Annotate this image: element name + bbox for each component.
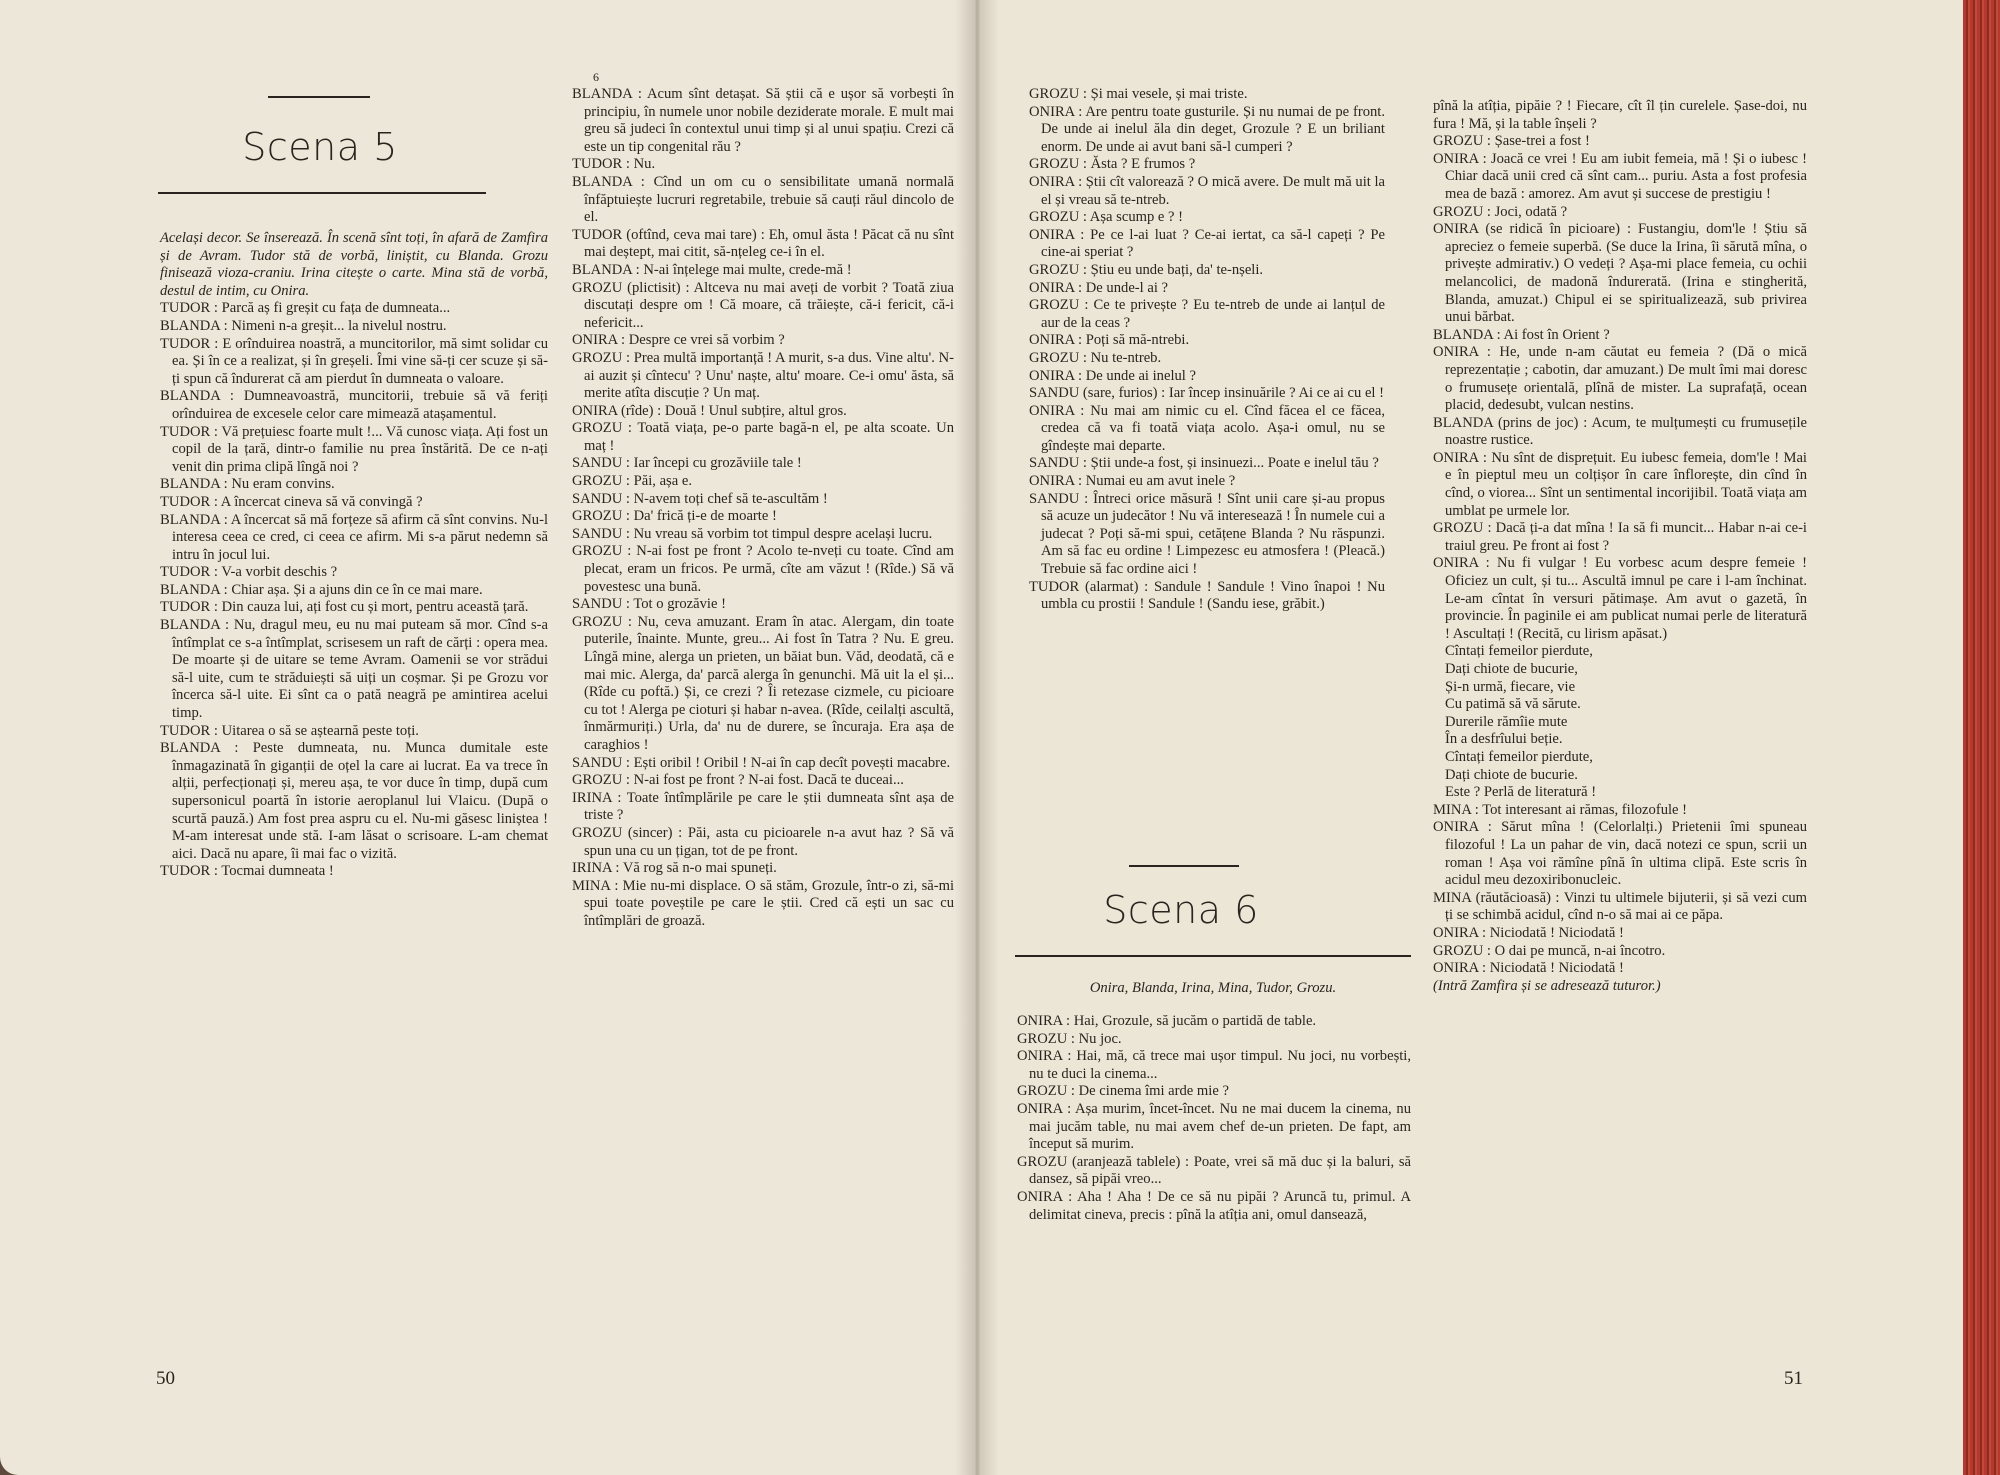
verse-line: În a desfrîului beție. — [1445, 731, 1563, 748]
dialogue-line: ONIRA : Numai eu am avut inele ? — [1029, 473, 1236, 490]
dialogue-line: GROZU : Da' frică ți-e de moarte ! — [572, 508, 777, 525]
scene-5-bottom-rule — [158, 192, 486, 194]
dialogue-line: SANDU : Întreci orice măsură ! Sînt unii care și-au propus să acuze un judecător ! Nu vă interesează ! În numele cui a judecat ? Poți să-mi spui, cetățene Blanda ? Nu răspunzi. Am să fac eu ordine ! Limpezesc eu atmosfera ! (Pleacă.) Trebuie să fac ordine aici ! — [1029, 490, 1385, 578]
dialogue-line: BLANDA : Ai fost în Orient ? — [1433, 326, 1610, 343]
dialogue-line: BLANDA : Nu, dragul meu, eu nu mai puteam să mor. Cînd s-a întîmplat ce s-a întîmplat, scrisesem un raft de cărți : opera mea. De moarte și de uitare se teme Avram. Oamenii se vor strădui să-l uite, cum te străduiești să uiți un coșmar. Și pe Grozu vor încerca să-l uite. Ei sînt ca o pată neagră pe amintirea acelui timp. — [160, 617, 548, 722]
dialogue-line: ONIRA : Niciodată ! Niciodată ! — [1433, 960, 1624, 977]
right-column-1-bottom — [1017, 1013, 1411, 1224]
dialogue-line: SANDU : N-avem toți chef să te-ascultăm ! — [572, 490, 828, 507]
dialogue-line: BLANDA : Peste dumneata, nu. Munca dumitale este înmagazinată în giganții de oțel la care ai lucrat. Ea va trece în alții, perfecționați și, mereu așa, te vor duce în timp, după cum supersonicul poartă în istorie aeroplanul lui Vlaicu. (După o scurtă pauză.) Am fost prea aspru cu el. Nu-mi găsesc liniștea ! M-am interesat unde stă. I-am lăsat o scrisoare. L-am chemat aici. Dacă nu apare, îi mai fac o vizită. — [160, 740, 548, 862]
dialogue-line: pînă la atîția, pipăie ? ! Fiecare, cît îl țin curelele. Șase-doi, nu fura ! Mă, și la table înșeli ? — [1433, 98, 1807, 132]
verse-line: Cîntați femeilor pierdute, — [1445, 643, 1593, 660]
dialogue-line: GROZU : Dacă ți-a dat mîna ! Ia să fi muncit... Habar n-ai ce-i traiul greu. Pe front ai fost ? — [1433, 520, 1807, 554]
dialogue-line: ONIRA : Hai, mă, că trece mai ușor timpul. Nu joci, nu vorbești, nu te duci la cinema... — [1017, 1048, 1411, 1082]
dialogue-line: BLANDA : Nimeni n-a greșit... la nivelul nostru. — [160, 317, 447, 334]
book-edge — [1963, 0, 2000, 1475]
dialogue-line: SANDU : Nu vreau să vorbim tot timpul despre același lucru. — [572, 525, 933, 542]
dialogue-line: MINA (răutăcioasă) : Vinzi tu ultimele bijuterii, și să vezi cum ți se schimbă acidul, cînd n-o să mai ai ce păpa. — [1433, 889, 1807, 924]
dialogue-line: ONIRA : Joacă ce vrei ! Eu am iubit femeia, mă ! Și o iubesc ! Chiar dacă unii cred că sînt cam... puriu. Asta a fost profesia mea de bază : amorez. Am avut și succese de prestigiu ! — [1433, 150, 1807, 202]
verse-line: Cîntați femeilor pierdute, — [1445, 748, 1593, 765]
dialogue-line: BLANDA : Dumneavoastră, muncitorii, trebuie să vă feriți orînduirea de excesele celor care mimează atașamentul. — [160, 388, 548, 422]
scene-5-title: Scena 5 — [242, 125, 398, 169]
right-column-2 — [1433, 98, 1807, 995]
dialogue-line: TUDOR : V-a vorbit deschis ? — [160, 564, 338, 581]
dialogue-line: ONIRA : He, unde n-am căutat eu femeia ? (Dă o mică reprezentație ; cabotin, dar amuzant.) De mult îmi mai doresc o frumusețe orientală, plînă de mister. La suprafață, ocean placid, dedesubt, vulcan nestins. — [1433, 344, 1807, 414]
dialogue-line: GROZU : De cinema îmi arde mie ? — [1017, 1083, 1229, 1100]
dialogue-line: BLANDA : Nu eram convins. — [160, 476, 335, 493]
dialogue-line: ONIRA : Poți să mă-ntrebi. — [1029, 332, 1190, 349]
dialogue-line: BLANDA : Acum sînt detașat. Să știi că e ușor să vorbești în principiu, în numele unor nobile deziderate morale. E mult mai greu să judeci în contextul unui timp și al unui spațiu. Crezi că este un tip congenital rău ? — [572, 86, 954, 155]
dialogue-line: GROZU : Toată viața, pe-o parte bagă-n el, pe alta scoate. Un maț ! — [572, 420, 954, 454]
dialogue-line: GROZU (plictisit) : Altceva nu mai aveți de vorbit ? Toată ziua discutați despre om ! Că moare, că trăiește, că-i fericit, că-i nefericit... — [572, 279, 954, 331]
dialogue-line: BLANDA : N-ai înțelege mai multe, crede-mă ! — [572, 261, 852, 278]
dialogue-line: GROZU (aranjează tablele) : Poate, vrei să mă duc și la baluri, să dansez, să pipăi vreo... — [1017, 1153, 1411, 1188]
dialogue-line: SANDU : Iar începi cu grozăviile tale ! — [572, 455, 802, 472]
dialogue-line: GROZU : N-ai fost pe front ? Acolo te-nveți cu toate. Cînd am plecat, eram un fricos. Pe urmă, cîte am văzut ! (Rîde.) Să vă povestesc una bună. — [572, 543, 954, 595]
dialogue-line: TUDOR : Vă prețuiesc foarte mult !... Vă cunosc viața. Ați fost un copil de la țară, dintr-o familie nu prea înstărită. De ce n-ați venit din prima clipă lîngă noi ? — [160, 423, 548, 475]
page-number-right: 51 — [1784, 1368, 1803, 1389]
dialogue-line: MINA : Mie nu-mi displace. O să stăm, Grozule, într-o zi, să-mi spui toate poveștile pe care le știi. Cred că ești un sac cu întîmplări de groază. — [572, 877, 954, 929]
dialogue-line: ONIRA : Despre ce vrei să vorbim ? — [572, 332, 785, 349]
dialogue-line: ONIRA : Pe ce l-ai luat ? Ce-ai iertat, ca să-l capeți ? Pe cine-ai speriat ? — [1029, 226, 1385, 261]
dialogue-line: SANDU (sare, furios) : Iar încep insinuările ? Ai ce ai cu el ! — [1029, 385, 1384, 402]
verse-line: Dați chiote de bucurie, — [1445, 661, 1578, 677]
dialogue-line: GROZU : Ce te privește ? Eu te-ntreb de unde ai lanțul de aur de la ceas ? — [1029, 297, 1385, 331]
dialogue-line: ONIRA : Așa murim, încet-încet. Nu ne mai ducem la cinema, nu mai jucăm table, nu mai avem chef de-un prieten. De fapt, am început să murim. — [1017, 1100, 1411, 1153]
dialogue-line: ONIRA : Sărut mîna ! (Celorlalți.) Prietenii îmi spuneau filozoful ! La un pahar de vin, dacă notezi ce spun, scrii un roman ! Așa voi rămîne pînă în ultima clipă. Este scris în acidul meu dezoxiribonucleic. — [1433, 819, 1807, 889]
page-number-left: 50 — [156, 1368, 175, 1389]
dialogue-line: GROZU : Nu joc. — [1017, 1030, 1122, 1047]
dialogue-line: ONIRA : De unde-l ai ? — [1029, 279, 1169, 296]
stage-direction: (Intră Zamfira și se adresează tuturor.) — [1433, 977, 1661, 994]
verse-line: Este ? Perlă de literatură ! — [1445, 784, 1597, 801]
dialogue-line: GROZU : Păi, așa e. — [572, 473, 692, 490]
dialogue-line: TUDOR : Tocmai dumneata ! — [160, 863, 334, 880]
dialogue-line: ONIRA : Hai, Grozule, să jucăm o partidă de table. — [1017, 1013, 1317, 1029]
dialogue-line: MINA : Tot interesant ai rămas, filozofule ! — [1433, 801, 1688, 818]
dialogue-line: BLANDA : Chiar așa. Și a ajuns din ce în ce mai mare. — [160, 581, 483, 598]
dialogue-line: GROZU : Nu, ceva amuzant. Eram în atac. Alergam, din toate puterile, înainte. Munte, greu... Ai fost în Tatra ? Nu. E greu. Lîngă mine, alerga un prieten, un băiat bun. Văd, deodată, că e mai mic. Alerga, da' parcă alerga în genunchi. Mă uit la el și... (Rîde cu poftă.) Și, ce crezi ? Îi retezase cizmele, cu picioare cu tot ! Alerga pe cioturi și habar n-avea. (Rîde, ceilalți ascultă, înmărmuriți.) Urla, da' nu de durere, se încuraja. Era așa de caraghios ! — [572, 613, 954, 753]
verse-line: Dați chiote de bucurie. — [1445, 766, 1578, 783]
dialogue-line: GROZU : Așa scump e ? ! — [1029, 209, 1184, 226]
stage-direction: Același decor. Se înserează. În scenă sînt toți, în afară de Zamfira și de Avram. Tudor stă de vorbă, liniștit, cu Blanda. Grozu finisează vioza-craniu. Irina citește o carte. Mina stă de vorbă, destul de intim, cu Onira. — [160, 230, 548, 299]
dialogue-line: TUDOR : Uitarea o să se aștearnă peste toți. — [160, 722, 419, 739]
dialogue-line: GROZU : Șase-trei a fost ! — [1433, 133, 1590, 150]
left-column-1 — [160, 230, 548, 881]
top-mark: 6 — [593, 70, 599, 84]
dialogue-line: ONIRA : Niciodată ! Niciodată ! — [1433, 924, 1624, 941]
dialogue-line: IRINA : Vă rog să n-o mai spuneți. — [572, 860, 777, 877]
dialogue-line: GROZU : O dai pe muncă, n-ai încotro. — [1433, 942, 1666, 959]
dialogue-line: BLANDA : A încercat să mă forțeze să afirm că sînt convins. Nu-l interesa ceea ce cred, ci ceea ce afirm. Mi s-a părut nedemn să intru în jocul lui. — [160, 511, 548, 563]
dialogue-line: ONIRA (se ridică în picioare) : Fustangiu, dom'le ! Știu să apreciez o femeie superbă. (Se duce la Irina, îi sărută mîna, o privește admirativ.) O vedeți ? Așa-mi place femeia, cu ochii melancolici, de madonă îndurerată. (Irina e stingherită, Blanda, amuzat.) Chipul ei se spiritualizează, sub privirea unui bărbat. — [1433, 221, 1807, 326]
left-column-2 — [572, 86, 954, 931]
dialogue-line: TUDOR (oftînd, ceva mai tare) : Eh, omul ăsta ! Păcat că nu sînt mai deștept, mai citit, să-nțeleg ce-i în el. — [572, 226, 954, 261]
scene-6-bottom-rule — [1015, 955, 1411, 957]
dialogue-line: TUDOR : Parcă aș fi greșit cu fața de dumneata... — [160, 300, 451, 317]
dialogue-line: TUDOR : Nu. — [572, 156, 656, 173]
dialogue-line: IRINA : Toate întîmplările pe care le știi dumneata sînt așa de triste ? — [572, 789, 954, 824]
scene-6-top-rule — [1129, 865, 1239, 867]
dialogue-line: ONIRA : Nu mai am nimic cu el. Cînd făcea el ce făcea, credea că va fi toată viața acolo. Așa-i omul, nu se gîndește mai departe. — [1029, 402, 1385, 454]
dialogue-line: TUDOR : E orînduirea noastră, a muncitorilor, mă simt solidar cu ea. Și în ce a realizat, și în greșeli. Îmi vine să-ți cer scuze și să-ți spun că îndurerat că am pierdut în dumneata o valoare. — [160, 335, 548, 387]
dialogue-line: GROZU : N-ai fost pe front ? N-ai fost. Dacă te duceai... — [572, 772, 904, 789]
scene-6-title: Scena 6 — [1103, 888, 1259, 932]
dialogue-line: BLANDA (prins de joc) : Acum, te mulțumești cu frumusețile noastre rustice. — [1433, 414, 1807, 449]
dialogue-line: GROZU : Nu te-ntreb. — [1029, 349, 1162, 366]
dialogue-line: ONIRA : De unde ai inelul ? — [1029, 367, 1196, 384]
dialogue-line: GROZU : Prea multă importanță ! A murit, s-a dus. Vine altu'. N-ai auzit și cîntecu' ? Unu' naște, altu' moare. Ce-i omu' ăsta, să merite atîta discuție ? Un maț. — [572, 349, 954, 402]
dialogue-line: ONIRA : Știi cît valorează ? O mică avere. De mult mă uit la el și vreau să te-ntreb. — [1029, 173, 1385, 208]
dialogue-line: TUDOR (alarmat) : Sandule ! Sandule ! Vino înapoi ! Nu umbla cu prostii ! Sandule ! (Sandu iese, grăbit.) — [1029, 578, 1385, 613]
dialogue-line: TUDOR : A încercat cineva să vă convingă ? — [160, 493, 423, 510]
verse-line: Durerile rămîie mute — [1445, 713, 1568, 730]
right-column-1 — [1029, 86, 1385, 614]
dialogue-line: ONIRA : Are pentru toate gusturile. Și nu numai de pe front. De unde ai inelul ăla din deget, Grozule ? E un briliant enorm. De unde ai avut bani să-l cumperi ? — [1029, 103, 1385, 155]
dialogue-line: ONIRA : Aha ! Aha ! De ce să nu pipăi ? Aruncă tu, primul. A delimitat cineva, precis : pînă la atîția ani, omul dansează, — [1017, 1188, 1411, 1223]
dialogue-line: GROZU : Și mai vesele, și mai triste. — [1029, 86, 1248, 102]
dialogue-line: GROZU (sincer) : Păi, asta cu picioarele n-a avut haz ? Să vă spun una cu un țigan, tot de pe front. — [572, 824, 954, 859]
dialogue-line: SANDU : Ești oribil ! Oribil ! N-ai în cap decît povești macabre. — [572, 754, 951, 771]
dialogue-line: GROZU : Joci, odată ? — [1433, 203, 1568, 220]
dialogue-line: BLANDA : Cînd un om cu o sensibilitate umană normală înfăptuiește lucruri regretabile, trebuie să cauți răul dincolo de el. — [572, 173, 954, 226]
dialogue-line: SANDU : Știi unde-a fost, și insinuezi... Poate e inelul tău ? — [1029, 455, 1379, 472]
dialogue-line: ONIRA : Nu sînt de disprețuit. Eu iubesc femeia, dom'le ! Mai e în pieptul meu un colțișor în care înflorește, din cînd în cînd, o vioreа... Sînt un sentimental incorijibil. Toată viața am umblat pe urmele lor. — [1433, 449, 1807, 519]
verse-line: Cu patimă să vă sărute. — [1445, 696, 1581, 713]
dialogue-line: GROZU : Ăsta ? E frumos ? — [1029, 156, 1196, 173]
scene-6-cast: Onira, Blanda, Irina, Mina, Tudor, Grozu. — [1089, 980, 1337, 996]
dialogue-line: ONIRA : Nu fi vulgar ! Eu vorbesc acum despre femeie ! Oficiez un cult, și tu... Ascultă imnul pe care i l-am închinat. Le-am cîntat în versuri pătimașe. Am avut o gazetă, în provincie. În paginile ei am publicat numai perle de literatură ! Ascultați ! (Recită, cu lirism apăsat.) — [1433, 555, 1807, 642]
left-page — [0, 0, 977, 1475]
dialogue-line: GROZU : Știu eu unde bați, da' te-nșeli. — [1029, 261, 1264, 278]
dialogue-line: ONIRA (rîde) : Două ! Unul subțire, altul gros. — [572, 402, 847, 419]
scene-5-top-rule — [268, 96, 370, 98]
dialogue-line: TUDOR : Din cauza lui, ați fost cu și mort, pentru această țară. — [160, 599, 529, 616]
right-page — [977, 0, 1963, 1475]
dialogue-line: SANDU : Tot o grozăvie ! — [572, 596, 726, 613]
verse-line: Și-n urmă, fiecare, vie — [1445, 678, 1576, 695]
